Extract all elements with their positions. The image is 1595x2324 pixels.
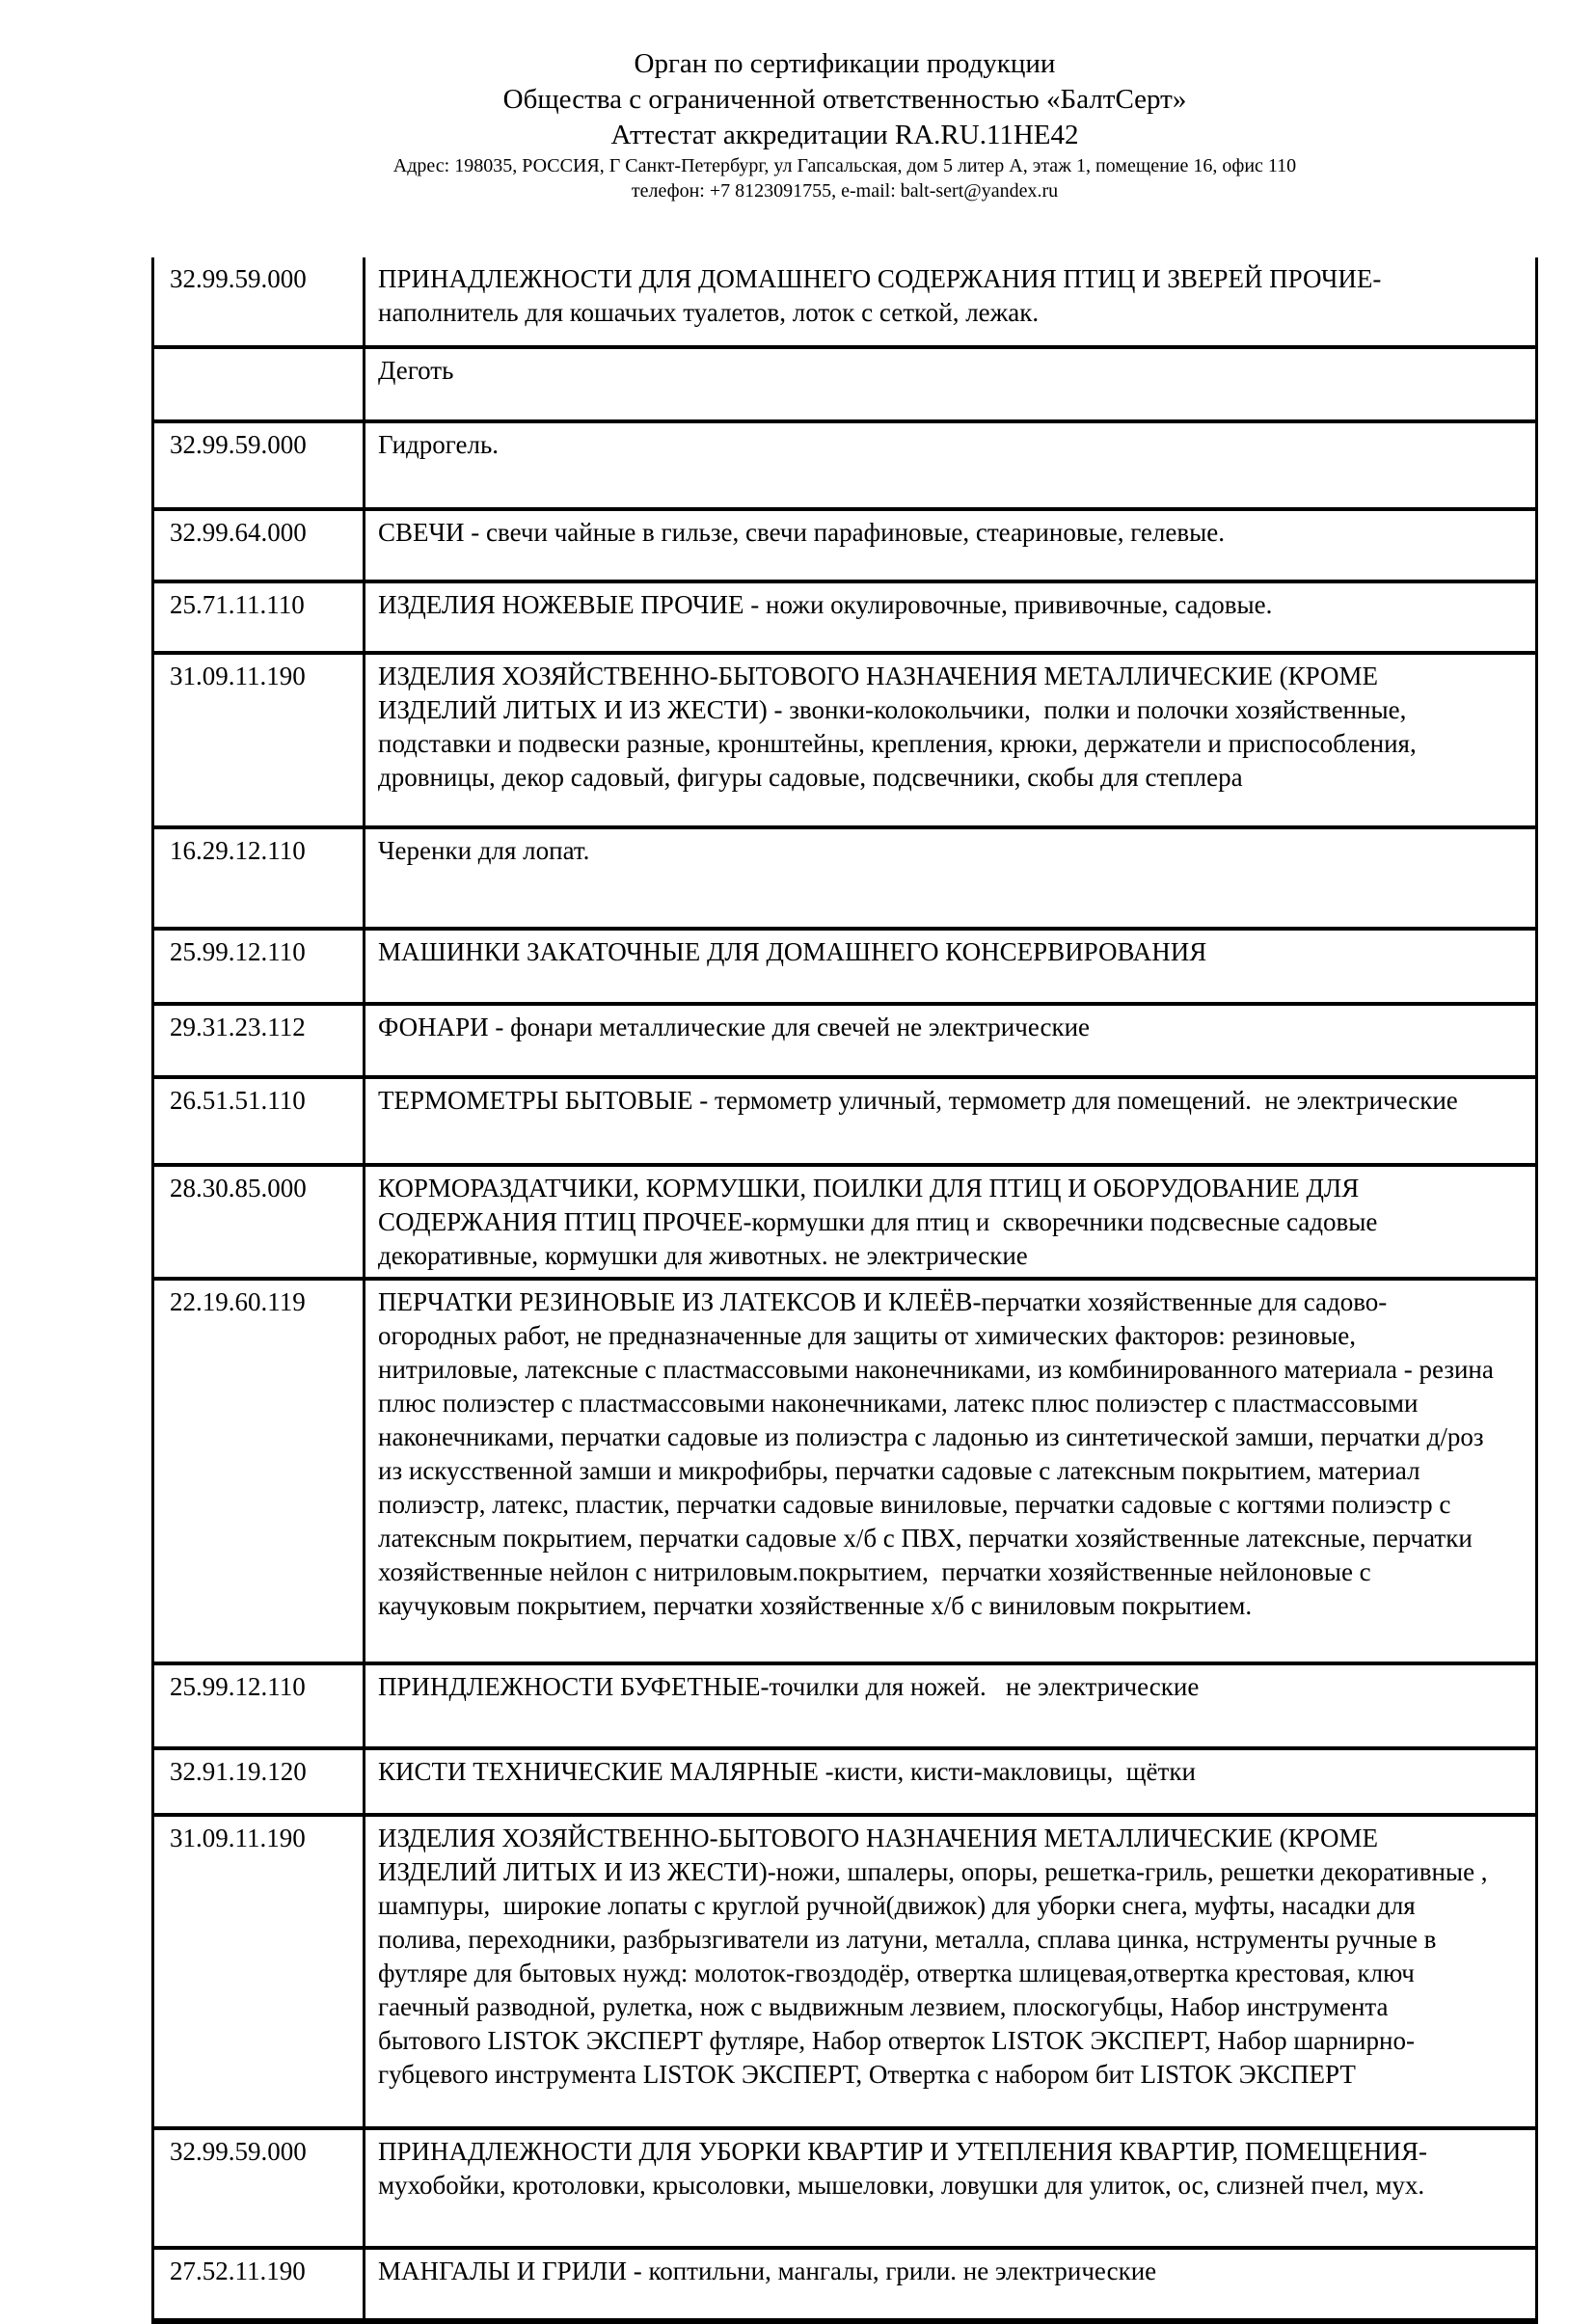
table-row (153, 1663, 1537, 1748)
description-cell: СВЕЧИ - свечи чайные в гильзе, свечи парафиновые, стеариновые, гелевые. (365, 509, 1537, 581)
code-cell: 31.09.11.190 (153, 1815, 365, 2128)
description-cell: ТЕРМОМЕТРЫ БЫТОВЫЕ - термометр уличный, термометр для помещений. не электрические (365, 1077, 1537, 1165)
code-cell: 25.71.11.110 (153, 581, 365, 653)
table-row (153, 1165, 1537, 1279)
description-cell: ИЗДЕЛИЯ ХОЗЯЙСТВЕННО-БЫТОВОГО НАЗНАЧЕНИЯ МЕТАЛЛИЧЕСКИЕ (КРОМЕ ИЗДЕЛИЙ ЛИТЫХ И ИЗ ЖЕСТИ)-ножи, шпалеры, опоры, решетка-гриль, решетки декоративные , шампуры, широкие лопаты с круглой ручной(движок) для уборки снега, муфты, насадки для полива, переходники, разбрызгиватели из латуни, металла, сплава цинка, нструменты ручные в футляре для бытовых нужд: молоток-гвоздодёр, отвертка шлицевая,отвертка крестовая, ключ гаечный разводной, рулетка, нож с выдвижным лезвием, плоскогубцы, Набор инструмента бытового LISTOK ЭКСПЕРТ футляре, Набор отверток LISTOK ЭКСПЕРТ, Набор шарнирно-губцевого инструмента LISTOK ЭКСПЕРТ, Отвертка с набором бит LISTOK ЭКСПЕРТ (365, 1815, 1537, 2128)
table-row (153, 509, 1537, 581)
description-cell: ПЕРЧАТКИ РЕЗИНОВЫЕ ИЗ ЛАТЕКСОВ И КЛЕЁВ-перчатки хозяйственные для садово-огородных работ, не предназначенные для защиты от химических факторов: резиновые, нитриловые, латексные с пластмассовыми наконечниками, из комбинированного материала - резина плюс полиэстер с пластмассовыми наконечниками, латекс плюс полиэстер с пластмассовыми наконечниками, перчатки садовые из полиэстра с ладонью из синтетической замши, перчатки д/роз из искусственной замши и микрофибры, перчатки садовые с латексным покрытием, материал полиэстр, латекс, пластик, перчатки садовые виниловые, перчатки садовые с когтями полиэстр с латексным покрытием, перчатки садовые х/б с ПВХ, перчатки хозяйственные латексные, перчатки хозяйственные нейлон с нитриловым.покрытием, перчатки хозяйственные нейлоновые с каучуковым покрытием, перчатки хозяйственные х/б с виниловым покрытием. (365, 1279, 1537, 1663)
table-row (153, 2248, 1537, 2321)
table-row (153, 1077, 1537, 1165)
code-cell: 32.91.19.120 (153, 1748, 365, 1815)
description-cell: Деготь (365, 347, 1537, 421)
code-cell: 31.09.11.190 (153, 653, 365, 827)
header-address-line: Адрес: 198035, РОССИЯ, Г Санкт-Петербург, ул Гапсальская, дом 5 литер А, этаж 1, помещение 16, офис 110 (392, 155, 1297, 176)
table-row (153, 581, 1537, 653)
table-row (153, 827, 1537, 929)
code-cell: 25.99.12.110 (153, 929, 365, 1004)
table-row (153, 1279, 1537, 1663)
description-cell: ПРИНДЛЕЖНОСТИ БУФЕТНЫЕ-точилки для ножей. не электрические (365, 1663, 1537, 1748)
code-cell (153, 347, 365, 421)
description-cell: ПРИНАДЛЕЖНОСТИ ДЛЯ УБОРКИ КВАРТИР И УТЕПЛЕНИЯ КВАРТИР, ПОМЕЩЕНИЯ-мухобойки, кротоловки, крысоловки, мышеловки, ловушки для улиток, ос, слизней пчел, мух. (365, 2128, 1537, 2248)
code-cell: 28.30.85.000 (153, 1165, 365, 1279)
header-org-line-2: Общества с ограниченной ответственностью «БалтСерт» (502, 84, 1187, 115)
description-cell: ИЗДЕЛИЯ НОЖЕВЫЕ ПРОЧИЕ - ножи окулировочные, прививочные, садовые. (365, 581, 1537, 653)
code-cell: 16.29.12.110 (153, 827, 365, 929)
description-cell: КОРМОРАЗДАТЧИКИ, КОРМУШКИ, ПОИЛКИ ДЛЯ ПТИЦ И ОБОРУДОВАНИЕ ДЛЯ СОДЕРЖАНИЯ ПТИЦ ПРОЧЕЕ-кормушки для птиц и скворечники подсвесные садовые декоративные, кормушки для животных. не электрические (365, 1165, 1537, 1279)
header-accreditation-line: Аттестат аккредитации RA.RU.11HE42 (610, 120, 1079, 150)
certification-body-header (151, 46, 1538, 203)
header-contacts-line: телефон: +7 8123091755, e-mail: balt-sert@yandex.ru (631, 180, 1059, 202)
description-cell: Гидрогель. (365, 421, 1537, 509)
description-cell: ФОНАРИ - фонари металлические для свечей не электрические (365, 1004, 1537, 1077)
code-cell: 32.99.59.000 (153, 257, 365, 347)
table-row (153, 1815, 1537, 2128)
description-cell: ИЗДЕЛИЯ ХОЗЯЙСТВЕННО-БЫТОВОГО НАЗНАЧЕНИЯ МЕТАЛЛИЧЕСКИЕ (КРОМЕ ИЗДЕЛИЙ ЛИТЫХ И ИЗ ЖЕСТИ) - звонки-колокольчики, полки и полочки хозяйственные, подставки и подвески разные, кронштейны, крепления, крюки, держатели и приспособления, дровницы, декор садовый, фигуры садовые, подсвечники, скобы для степлера (365, 653, 1537, 827)
description-cell: ПРИНАДЛЕЖНОСТИ ДЛЯ ДОМАШНЕГО СОДЕРЖАНИЯ ПТИЦ И ЗВЕРЕЙ ПРОЧИЕ-наполнитель для кошачьих туалетов, лоток с сеткой, лежак. (365, 257, 1537, 347)
table-row (153, 421, 1537, 509)
code-cell: 22.19.60.119 (153, 1279, 365, 1663)
code-cell: 27.52.11.190 (153, 2248, 365, 2321)
code-cell: 25.99.12.110 (153, 1663, 365, 1748)
description-cell: Черенки для лопат. (365, 827, 1537, 929)
description-cell: МАШИНКИ ЗАКАТОЧНЫЕ ДЛЯ ДОМАШНЕГО КОНСЕРВИРОВАНИЯ (365, 929, 1537, 1004)
table-row (153, 1004, 1537, 1077)
product-codes-table (151, 257, 1538, 2324)
table-row (153, 2128, 1537, 2248)
code-cell: 32.99.59.000 (153, 421, 365, 509)
table-row (153, 257, 1537, 347)
table-row (153, 347, 1537, 421)
code-cell: 32.99.59.000 (153, 2128, 365, 2248)
code-cell: 26.51.51.110 (153, 1077, 365, 1165)
code-cell: 32.99.64.000 (153, 509, 365, 581)
table-row (153, 653, 1537, 827)
table-row (153, 929, 1537, 1004)
description-cell: КИСТИ ТЕХНИЧЕСКИЕ МАЛЯРНЫЕ -кисти, кисти-макловицы, щётки (365, 1748, 1537, 1815)
code-cell: 29.31.23.112 (153, 1004, 365, 1077)
description-cell: МАНГАЛЫ И ГРИЛИ - коптильни, мангалы, грили. не электрические (365, 2248, 1537, 2321)
header-org-line-1: Орган по сертификации продукции (634, 48, 1056, 79)
table-row (153, 1748, 1537, 1815)
